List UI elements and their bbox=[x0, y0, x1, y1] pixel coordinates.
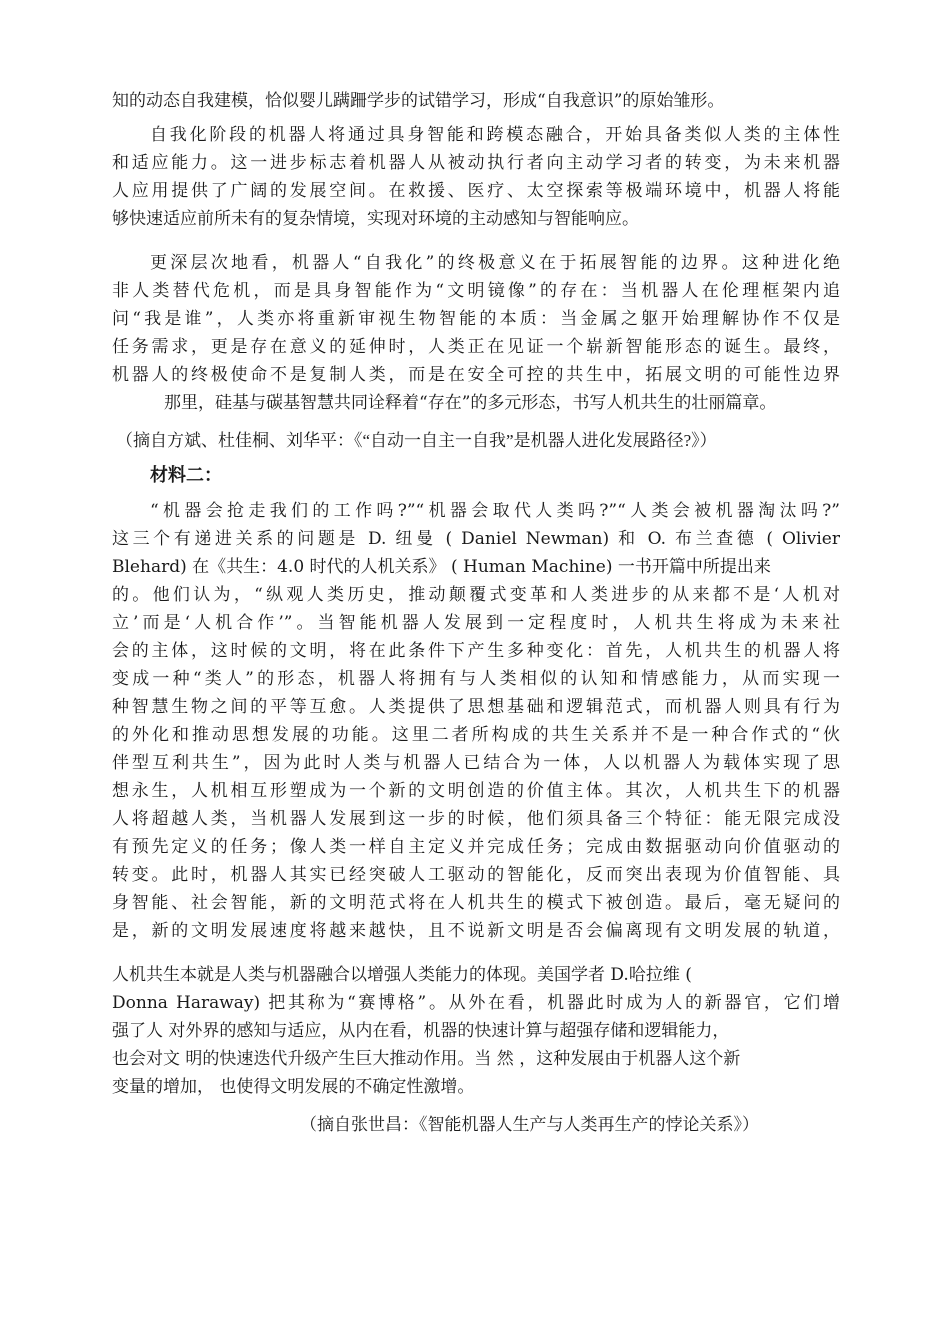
paragraph-line: 伴型互利共生”，因为此时人类与机器人已结合为一体，人以机器人为载体实现了思 bbox=[112, 753, 840, 773]
paragraph-line: 任务需求，更是存在意义的延伸时，人类正在见证一个崭新智能形态的诞生。最终， bbox=[112, 337, 840, 357]
paragraph-line: 机器人的终极使命不是复制人类，而是在安全可控的共生中，拓展文明的可能性边界 bbox=[112, 365, 840, 385]
paragraph-line: 够快速适应前所未有的复杂情境，实现对环境的主动感知与智能响应。 bbox=[112, 209, 639, 229]
paragraph-line: 变成一种“类人”的形态，机器人将拥有与人类相似的认知和情感能力，从而实现一 bbox=[112, 669, 840, 689]
paragraph-line: 更深层次地看，机器人“自我化”的终极意义在于拓展智能的边界。这种进化绝 bbox=[150, 253, 840, 273]
paragraph-line: 人将超越人类，当机器人发展到这一步的时候，他们须具备三个特征：能无限完成没 bbox=[112, 809, 840, 829]
paragraph-line: 转变。此时，机器人其实已经突破人工驱动的智能化，反而突出表现为价值智能、具 bbox=[112, 865, 840, 885]
paragraph-line: 也会对文 明的快速迭代升级产生巨大推动作用。当 然 ，这种发展由于机器人这个新 bbox=[112, 1049, 741, 1069]
paragraph-line: 想永生，人机相互形塑成为一个新的文明创造的价值主体。其次，人机共生下的机器 bbox=[112, 781, 840, 801]
paragraph-line: Blehard) 在《共生：4.0 时代的人机关系》 ( Human Machine) 一书开篇中所提出来 bbox=[112, 557, 771, 577]
paragraph-line: 的外化和推动思想发展的功能。这里二者所构成的共生关系并不是一种合作式的“伙 bbox=[112, 725, 840, 745]
paragraph-line: 种智慧生物之间的平等互愈。人类提供了思想基础和逻辑范式，而机器人则具有行为 bbox=[112, 697, 840, 717]
paragraph-line: 人机共生本就是人类与机器融合以增强人类能力的体现。美国学者 D.哈拉维 ( bbox=[112, 965, 692, 985]
paragraph-line: 的。他们认为，“纵观人类历史，推动颠覆式变革和人类进步的从来都不是‘人机对 bbox=[112, 585, 840, 605]
paragraph-line: 那里，硅基与碳基智慧共同诠释着“存在”的多元形态，书写人机共生的壮丽篇章。 bbox=[164, 393, 777, 413]
paragraph-line: 非人类替代危机，而是具身智能作为“文明镜像”的存在：当机器人在伦理框架内追 bbox=[112, 281, 840, 301]
paragraph-line: 身智能、社会智能，新的文明范式将在人机共生的模式下被创造。最后，毫无疑问的 bbox=[112, 893, 840, 913]
paragraph-line: 立’而是‘人机合作’”。当智能机器人发展到一定程度时，人机共生将成为未来社 bbox=[112, 613, 840, 633]
paragraph-line: 人应用提供了广阔的发展空间。在救援、医疗、太空探索等极端环境中，机器人将能 bbox=[112, 181, 840, 201]
paragraph-line: 变量的增加， 也使得文明发展的不确定性激增。 bbox=[112, 1077, 475, 1097]
paragraph-line: Donna Haraway) 把其称为“赛博格”。从外在看，机器此时成为人的新器官，它们增 bbox=[112, 993, 840, 1013]
paragraph-line: 这三个有递进关系的问题是 D. 纽曼 ( Daniel Newman) 和 O. 布兰查德 ( Olivier bbox=[112, 529, 840, 549]
paragraph-line: 和适应能力。这一进步标志着机器人从被动执行者向主动学习者的转变，为未来机器 bbox=[112, 153, 840, 173]
section-heading: 材料二： bbox=[150, 465, 222, 485]
paragraph-line: 强了人 对外界的感知与适应，从内在看，机器的快速计算与超强存储和逻辑能力， bbox=[112, 1021, 730, 1041]
paragraph-line: 问“我是谁”，人类亦将重新审视生物智能的本质：当金属之躯开始理解协作不仅是 bbox=[112, 309, 840, 329]
paragraph-line: 自我化阶段的机器人将通过具身智能和跨模态融合，开始具备类似人类的主体性 bbox=[150, 125, 840, 145]
paragraph-line: 会的主体，这时候的文明，将在此条件下产生多种变化：首先，人机共生的机器人将 bbox=[112, 641, 840, 661]
paragraph-line: 有预先定义的任务；像人类一样自主定义并完成任务；完成由数据驱动向价值驱动的 bbox=[112, 837, 840, 857]
paragraph-line: 知的动态自我建模，恰似婴儿蹒跚学步的试错学习，形成“自我意识”的原始雏形。 bbox=[112, 91, 725, 111]
source-citation: （摘自张世昌：《智能机器人生产与人类再生产的悖论关系》） bbox=[300, 1115, 759, 1134]
source-citation: （摘自方斌、杜佳桐、刘华平：《“自动一自主一自我”是机器人进化发展路径?》） bbox=[116, 431, 717, 450]
paragraph-line: “机器会抢走我们的工作吗?”“机器会取代人类吗?”“人类会被机器淘汰吗?” bbox=[150, 501, 840, 521]
paragraph-line: 是，新的文明发展速度将越来越快，且不说新文明是否会偏离现有文明发展的轨道， bbox=[112, 921, 840, 941]
